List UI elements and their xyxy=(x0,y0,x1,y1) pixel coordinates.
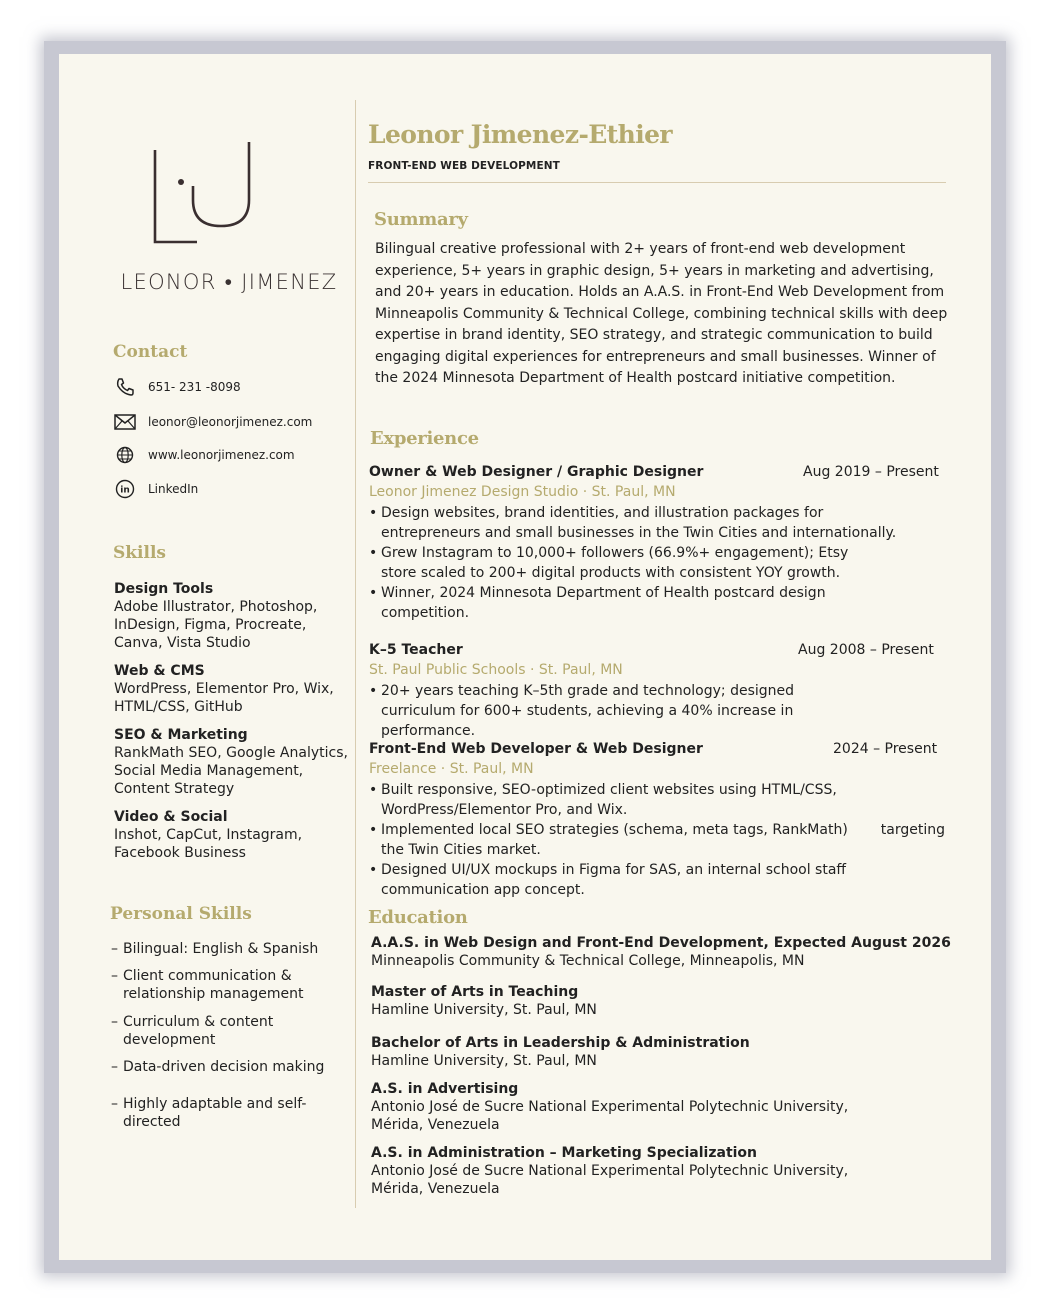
job-title: Owner & Web Designer / Graphic Designer xyxy=(369,464,704,480)
personal-skill-item: – Client communication & relationship management xyxy=(111,968,304,1002)
contact-linkedin[interactable] xyxy=(114,478,198,500)
website-text: www.leonorjimenez.com xyxy=(148,448,295,462)
job-bullet: • Grew Instagram to 10,000+ followers (66.9%+ engagement); Etsy store scaled to 200+ digital products with consistent YOY growth. xyxy=(369,543,861,583)
education-heading: Education xyxy=(368,907,468,928)
resume-page xyxy=(59,54,991,1260)
phone-text: 651- 231 -8098 xyxy=(148,380,241,394)
job-bullets xyxy=(369,681,914,741)
globe-icon xyxy=(114,444,136,466)
education-item xyxy=(371,934,951,970)
linkedin-text: LinkedIn xyxy=(148,482,199,496)
contact-heading: Contact xyxy=(113,342,188,362)
email-text: leonor@leonorjimenez.com xyxy=(148,415,313,429)
job-title: Front-End Web Developer & Web Designer xyxy=(369,741,703,757)
skill-group-text: Inshot, CapCut, Instagram, Facebook Business xyxy=(114,827,303,861)
personal-skill-item: – Curriculum & content development xyxy=(111,1014,274,1048)
personal-skill-item: – Data-driven decision making xyxy=(111,1059,325,1075)
mail-icon xyxy=(114,411,136,433)
job-bullets xyxy=(369,503,914,623)
job-bullet: • Winner, 2024 Minnesota Department of Health postcard design competition. xyxy=(369,583,861,623)
personal-skills-heading: Personal Skills xyxy=(110,904,252,924)
svg-text:in: in xyxy=(120,485,130,496)
skill-group-text: RankMath SEO, Google Analytics, Social Media Management, Content Strategy xyxy=(114,745,348,797)
skill-group-title: Design Tools xyxy=(114,581,214,597)
education-school: Hamline University, St. Paul, MN xyxy=(371,1053,597,1069)
education-degree: A.S. in Administration – Marketing Specialization xyxy=(371,1145,758,1161)
education-degree: Master of Arts in Teaching xyxy=(371,984,579,1000)
job-dates: 2024 – Present xyxy=(833,741,938,757)
job-bullets xyxy=(369,780,969,900)
personal-skill-item: – Bilingual: English & Spanish xyxy=(111,941,319,957)
personal-skill-item: – Highly adaptable and self-directed xyxy=(111,1096,307,1130)
education-degree: A.S. in Advertising xyxy=(371,1081,519,1097)
contact-website[interactable] xyxy=(114,444,295,466)
job-org: Leonor Jimenez Design Studio · St. Paul, MN xyxy=(369,484,676,500)
candidate-subtitle: FRONT-END WEB DEVELOPMENT xyxy=(368,160,560,172)
skill-group-title: SEO & Marketing xyxy=(114,727,248,743)
contact-email[interactable] xyxy=(114,411,312,433)
skill-group-design-tools xyxy=(114,580,354,652)
education-degree: A.A.S. in Web Design and Front-End Development, Expected August 2026 xyxy=(371,935,951,951)
skill-group-text: WordPress, Elementor Pro, Wix, HTML/CSS, GitHub xyxy=(114,681,334,715)
header-rule xyxy=(368,182,946,183)
education-degree: Bachelor of Arts in Leadership & Administration xyxy=(371,1035,750,1051)
skill-group-title: Web & CMS xyxy=(114,663,205,679)
summary-heading: Summary xyxy=(374,209,468,230)
job-bullet: • Implemented local SEO strategies (schema, meta tags, RankMath) targeting the Twin Cities market. xyxy=(369,820,969,860)
education-item xyxy=(371,983,951,1019)
job-bullet: • Built responsive, SEO-optimized client websites using HTML/CSS, WordPress/Elementor Pro, and Wix. xyxy=(369,780,861,820)
job-dates: Aug 2019 – Present xyxy=(803,464,939,480)
phone-icon xyxy=(114,376,136,398)
logo-wordmark: LEONOR • JIMENEZ xyxy=(120,270,338,294)
contact-phone[interactable] xyxy=(114,376,241,398)
skill-group-text: Adobe Illustrator, Photoshop, InDesign, Figma, Procreate, Canva, Vista Studio xyxy=(114,599,318,651)
education-school: Antonio José de Sucre National Experimental Polytechnic University, Mérida, Venezuela xyxy=(371,1163,849,1197)
education-school: Hamline University, St. Paul, MN xyxy=(371,1002,597,1018)
job-bullet: • Design websites, brand identities, and illustration packages for entrepreneurs and small businesses in the Twin Cities and internationally. xyxy=(369,503,914,543)
education-item xyxy=(371,1144,871,1198)
experience-heading: Experience xyxy=(370,428,479,449)
education-item xyxy=(371,1080,871,1134)
skill-group-video-social xyxy=(114,808,354,862)
skill-group-web-cms xyxy=(114,662,354,716)
education-item xyxy=(371,1034,951,1070)
job-dates: Aug 2008 – Present xyxy=(798,642,934,658)
column-divider xyxy=(355,100,356,1208)
skill-group-seo-marketing xyxy=(114,726,354,798)
job-title: K–5 Teacher xyxy=(369,642,463,658)
skill-group-title: Video & Social xyxy=(114,809,228,825)
skills-heading: Skills xyxy=(113,543,167,563)
job-org: Freelance · St. Paul, MN xyxy=(369,761,534,777)
education-school: Minneapolis Community & Technical College, Minneapolis, MN xyxy=(371,953,805,969)
job-bullet: • Designed UI/UX mockups in Figma for SAS, an internal school staff communication app concept. xyxy=(369,860,861,900)
summary-text: Bilingual creative professional with 2+ years of front-end web development experience, 5+ years in graphic design, 5+ years in marketing and advertising, and 20+ years in education. Holds an A.A.S. in Front-End Web Development from Minneapolis Community & Technical College, combining technical skills with deep expertise in brand identity, SEO strategy, and strategic communication to build engaging digital experiences for entrepreneurs and small businesses. Winner of the 2024 Minnesota Department of Health postcard initiative competition. xyxy=(375,241,948,386)
lj-monogram-icon xyxy=(149,138,259,248)
job-bullet: • 20+ years teaching K–5th grade and technology; designed curriculum for 600+ students, achieving a 40% increase in performance. xyxy=(369,681,861,741)
linkedin-icon xyxy=(114,478,136,500)
education-school: Antonio José de Sucre National Experimental Polytechnic University, Mérida, Venezuela xyxy=(371,1099,849,1133)
candidate-name: Leonor Jimenez-Ethier xyxy=(368,120,672,149)
job-org: St. Paul Public Schools · St. Paul, MN xyxy=(369,662,623,678)
